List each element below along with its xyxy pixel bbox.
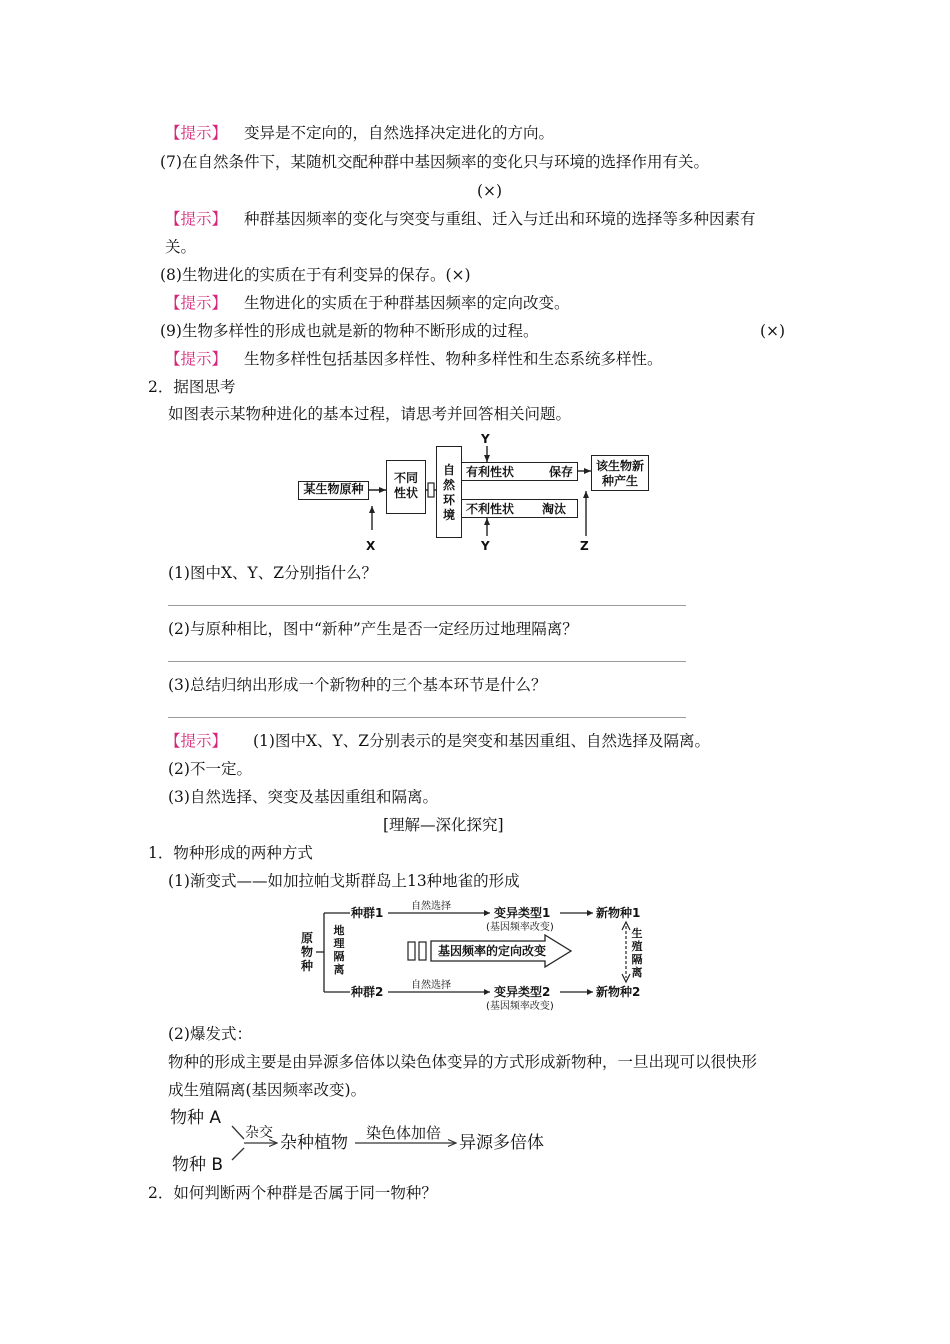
eliminate-label: 淘汰 (542, 502, 567, 516)
question-heading: 2．如何判断两个种群是否属于同一物种？ (148, 1184, 437, 1202)
explosive-mode-text: 物种的形成主要是由异源多倍体以染色体变异的方式形成新物种，一旦出现可以很快形 (168, 1053, 758, 1071)
population-1: 种群1 (351, 906, 384, 920)
statement-7: (7)在自然条件下，某随机交配种群中基因频率的变化只与环境的选择作用有关。 (160, 153, 709, 171)
allopolyploid: 异源多倍体 (459, 1133, 544, 1153)
y-label: Y (481, 539, 490, 553)
subsection-heading: 1．物种形成的两种方式 (148, 844, 313, 862)
x-label: X (366, 539, 376, 553)
species-b: 物种 B (172, 1155, 224, 1175)
question-1: (1)图中X、Y、Z分别指什么？ (168, 564, 377, 582)
geo-char: 地 (333, 924, 345, 937)
variation-type-2: 变异类型2 (494, 985, 551, 999)
repro-char: 离 (631, 966, 643, 979)
hint-text-cont: 关。 (165, 238, 197, 256)
variation-note: (基因频率改变) (486, 1001, 554, 1012)
judgement-mark: (×) (760, 322, 786, 340)
hint-text: 种群基因频率的变化与突变与重组、迁入与迁出和环境的选择等多种因素有 (244, 210, 756, 228)
y-label: Y (481, 432, 490, 446)
hint-label: 【提示】 (165, 732, 228, 750)
repro-char: 生 (631, 927, 643, 940)
traits-label: 不同 (393, 471, 418, 485)
new-species-1: 新物种1 (596, 906, 641, 920)
hint-label: 【提示】 (165, 294, 228, 312)
answer-1: (1)图中X、Y、Z分别表示的是突变和基因重组、自然选择及隔离。 (253, 732, 710, 750)
judgement-mark: (×) (477, 182, 503, 200)
hint-label: 【提示】 (165, 124, 228, 142)
geo-char: 隔 (333, 950, 345, 963)
orig-char: 物 (300, 945, 313, 959)
population-2: 种群2 (351, 985, 384, 999)
answer-3: (3)自然选择、突变及基因重组和隔离。 (168, 788, 438, 806)
cross-label: 杂交 (245, 1125, 273, 1141)
env-label: 自 (442, 463, 455, 477)
repro-char: 隔 (631, 953, 643, 966)
natural-selection-label: 自然选择 (411, 901, 451, 912)
chromosome-doubling-label: 染色体加倍 (366, 1124, 442, 1142)
section-heading: 2．据图思考 (148, 378, 236, 396)
env-label: 境 (442, 508, 455, 522)
favorable-traits-label: 有利性状 (466, 465, 515, 479)
explosive-mode-heading: (2)爆发式： (168, 1025, 252, 1043)
hint-text: 变异是不定向的，自然选择决定进化的方向。 (244, 124, 555, 142)
geo-char: 离 (333, 963, 345, 976)
statement-9: (9)生物多样性的形成也就是新的物种不断形成的过程。 (160, 322, 539, 340)
keep-label: 保存 (549, 465, 574, 479)
hint-text: 生物进化的实质在于种群基因频率的定向改变。 (244, 294, 570, 312)
orig-char: 种 (300, 959, 313, 973)
hybrid-plant: 杂种植物 (280, 1133, 348, 1153)
hint-label: 【提示】 (165, 210, 228, 228)
traits-label: 性状 (393, 486, 418, 500)
repro-char: 殖 (631, 940, 643, 953)
statement-8: (8)生物进化的实质在于有利变异的保存。(×) (160, 266, 471, 284)
variation-type-1: 变异类型1 (494, 906, 551, 920)
gene-frequency-arrow-label: 基因频率的定向改变 (438, 944, 547, 958)
species-a: 物种 A (170, 1108, 222, 1128)
z-label: Z (580, 539, 589, 553)
gradual-mode-heading: (1)渐变式——如加拉帕戈斯群岛上13种地雀的形成 (168, 872, 520, 890)
new-species-2: 新物种2 (596, 985, 641, 999)
new-species-label: 该生物新 (595, 459, 644, 473)
orig-char: 原 (300, 931, 313, 945)
section-title: [理解—深化探究] (383, 816, 504, 834)
env-label: 环 (442, 493, 455, 507)
new-species-label: 种产生 (601, 474, 638, 488)
answer-2: (2)不一定。 (168, 760, 252, 778)
unfavorable-traits-label: 不利性状 (466, 502, 515, 516)
env-label: 然 (442, 478, 455, 492)
geo-char: 理 (333, 937, 345, 950)
question-2: (2)与原种相比，图中“新种”产生是否一定经历过地理隔离？ (168, 620, 578, 638)
instruction: 如图表示某物种进化的基本过程，请思考并回答相关问题。 (168, 405, 572, 423)
hint-label: 【提示】 (165, 350, 228, 368)
question-3: (3)总结归纳出形成一个新物种的三个基本环节是什么？ (168, 676, 547, 694)
hint-text: 生物多样性包括基因多样性、物种多样性和生态系统多样性。 (244, 350, 663, 368)
natural-selection-label: 自然选择 (411, 980, 451, 991)
variation-note: (基因频率改变) (486, 922, 554, 933)
explosive-mode-text-cont: 成生殖隔离(基因频率改变)。 (168, 1081, 367, 1099)
origin-species-label: 某生物原种 (303, 482, 364, 496)
